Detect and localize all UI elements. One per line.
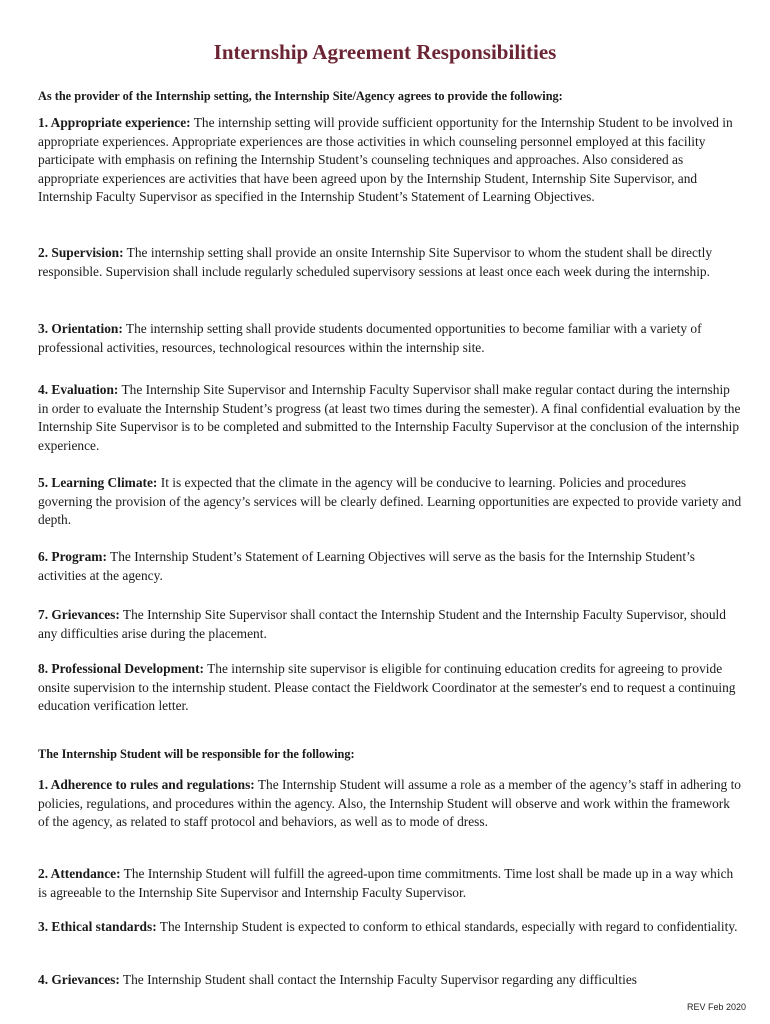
item-heading: 3. Orientation: bbox=[38, 321, 123, 336]
provider-item-evaluation bbox=[38, 381, 742, 455]
item-body: The Internship Student shall contact the Internship Faculty Supervisor regarding any difficulties bbox=[119, 972, 637, 987]
student-item-attendance bbox=[38, 865, 742, 902]
item-body: The internship setting will provide sufficient opportunity for the Internship Student to be involved in appropriate experiences. Appropriate experiences are those activities in which counseling personnel employed at this facility participate with emphasis on refining the Internship Student’s counseling techniques and approaches. Also considered as appropriate experiences are activities that have been agreed upon by the Internship Student, Internship Site Supervisor, and Internship Faculty Supervisor as specified in the Internship Student’s Statement of Learning Objectives. bbox=[38, 115, 733, 205]
student-item-ethical-standards bbox=[38, 918, 742, 937]
item-heading: 6. Program: bbox=[38, 549, 107, 564]
page-title: Internship Agreement Responsibilities bbox=[213, 40, 557, 64]
provider-section-intro: As the provider of the Internship setting, the Internship Site/Agency agrees to provide the following: bbox=[38, 89, 563, 103]
provider-item-grievances bbox=[38, 606, 742, 643]
item-heading: 1. Adherence to rules and regulations: bbox=[38, 777, 255, 792]
student-section-intro: The Internship Student will be responsible for the following: bbox=[38, 747, 355, 761]
item-heading: 2. Attendance: bbox=[38, 866, 121, 881]
item-heading: 3. Ethical standards: bbox=[38, 919, 157, 934]
item-heading: 7. Grievances: bbox=[38, 607, 120, 622]
provider-item-appropriate-experience bbox=[38, 114, 742, 207]
item-body: The Internship Site Supervisor shall contact the Internship Student and the Internship Faculty Supervisor, should any difficulties arise during the placement. bbox=[38, 607, 726, 641]
item-body: It is expected that the climate in the agency will be conducive to learning. Policies and procedures governing the provision of the agency’s services will be clearly defined. Learning opportunities are expected to provide variety and depth. bbox=[38, 475, 742, 528]
item-body: The Internship Student will fulfill the agreed-upon time commitments. Time lost shall be made up in a way which is agreeable to the Internship Site Supervisor and Internship Faculty Supervisor. bbox=[38, 866, 734, 900]
item-body: The Internship Student will assume a role as a member of the agency’s staff in adhering to policies, regulations, and procedures within the agency. Also, the Internship Student will observe and work within the framework of the agency, as related to staff protocol and behaviors, as well as to mode of dress. bbox=[38, 777, 742, 830]
item-heading: 2. Supervision: bbox=[38, 245, 124, 260]
provider-item-program bbox=[38, 548, 742, 585]
student-item-grievances bbox=[38, 971, 742, 990]
provider-item-orientation bbox=[38, 320, 742, 357]
item-body: The Internship Student’s Statement of Learning Objectives will serve as the basis for the Internship Student’s activities at the agency. bbox=[38, 549, 695, 583]
item-heading: 4. Grievances: bbox=[38, 972, 120, 987]
item-body: The Internship Site Supervisor and Internship Faculty Supervisor shall make regular contact during the internship in order to evaluate the Internship Student’s progress (at least two times during the semester). A final confidential evaluation by the Internship Site Supervisor is to be completed and submitted to the Internship Faculty Supervisor at the conclusion of the internship experience. bbox=[38, 382, 741, 453]
provider-item-learning-climate bbox=[38, 474, 742, 530]
item-heading: 8. Professional Development: bbox=[38, 661, 204, 676]
student-item-adherence bbox=[38, 776, 742, 832]
item-body: The internship setting shall provide an onsite Internship Site Supervisor to whom the student shall be directly responsible. Supervision shall include regularly scheduled supervisory sessions at least once each week during the internship. bbox=[38, 245, 713, 279]
item-body: The internship site supervisor is eligible for continuing education credits for agreeing to provide onsite supervision to the internship student. Please contact the Fieldwork Coordinator at the semester's end to request a continuing education verification letter. bbox=[38, 661, 736, 714]
item-heading: 1. Appropriate experience: bbox=[38, 115, 191, 130]
revision-label: REV Feb 2020 bbox=[686, 1002, 746, 1012]
item-heading: 5. Learning Climate: bbox=[38, 475, 158, 490]
provider-item-professional-development bbox=[38, 660, 742, 716]
provider-item-supervision bbox=[38, 244, 742, 281]
item-heading: 4. Evaluation: bbox=[38, 382, 119, 397]
item-body: The internship setting shall provide students documented opportunities to become familiar with a variety of professional activities, resources, technological resources within the internship site. bbox=[38, 321, 702, 355]
item-body: The Internship Student is expected to conform to ethical standards, especially with regard to confidentiality. bbox=[156, 919, 738, 934]
